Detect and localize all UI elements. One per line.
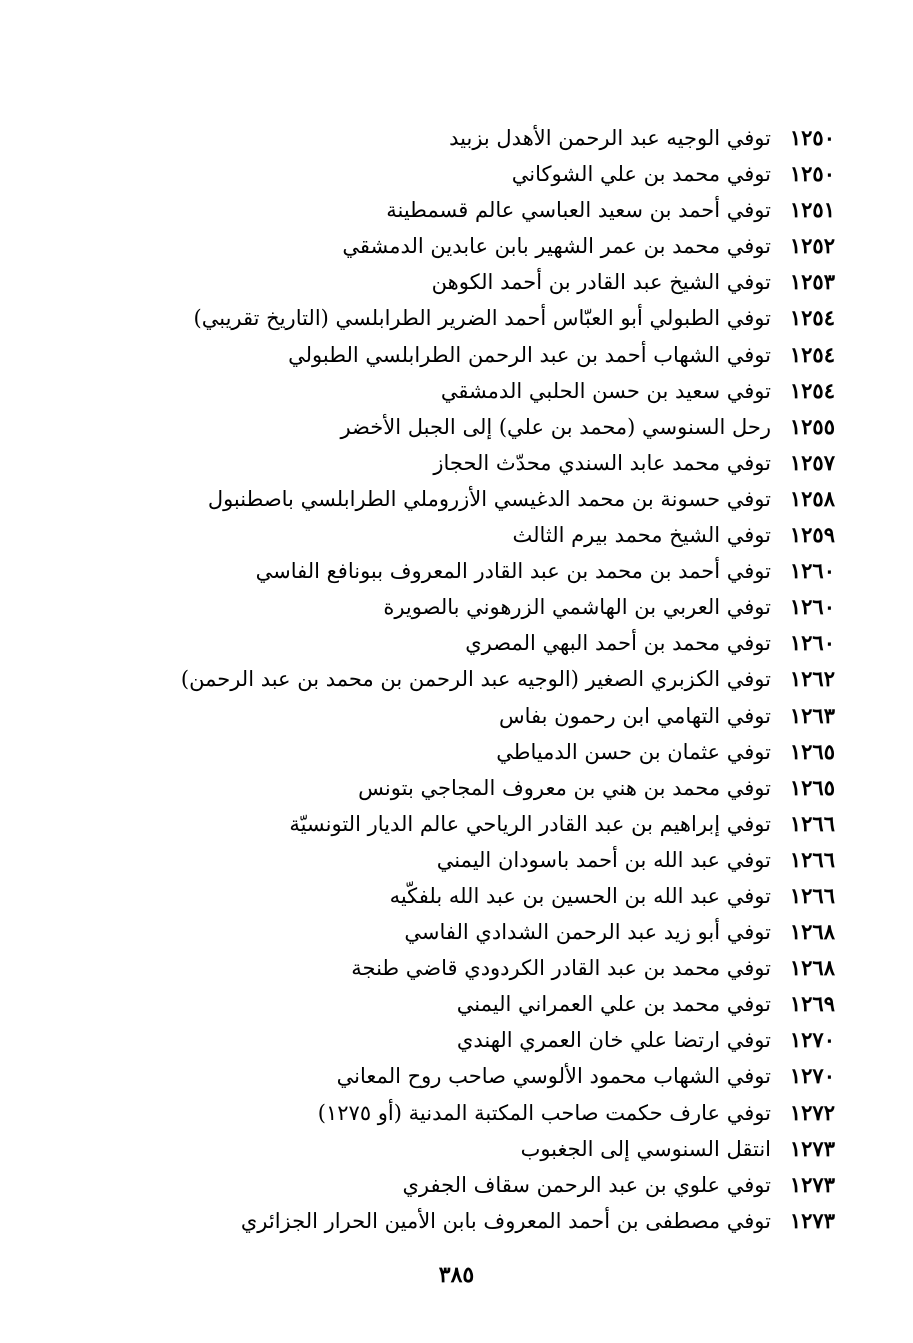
- entry-year: ١٢٥٣: [789, 269, 835, 295]
- entry-year: ١٢٦٦: [789, 882, 835, 908]
- entry-year: ١٢٦٠: [789, 594, 835, 620]
- entry-text: توفي عبد الله بن أحمد باسودان اليمني: [436, 847, 771, 872]
- list-item: [195, 409, 835, 445]
- list-item: [195, 517, 835, 553]
- entry-year: ١٢٥٤: [789, 341, 835, 367]
- list-item: [195, 950, 835, 986]
- entry-text: توفي محمد بن عمر الشهير بابن عابدين الدمشقي: [342, 234, 771, 259]
- list-item: [195, 770, 835, 806]
- entry-year: ١٢٧٢: [789, 1099, 835, 1125]
- entry-text: توفي عثمان بن حسن الدمياطي: [496, 739, 771, 764]
- entry-text: توفي الكزبري الصغير (الوجيه عبد الرحمن بن محمد بن عبد الرحمن): [180, 667, 771, 692]
- entry-text: توفي محمد بن أحمد البهي المصري: [465, 631, 771, 656]
- list-item: [195, 1131, 835, 1167]
- entry-year: ١٢٥٥: [789, 413, 835, 439]
- entry-text: توفي الوجيه عبد الرحمن الأهدل بزبيد: [449, 126, 771, 150]
- entry-text: توفي التهامي ابن رحمون بفاس: [498, 703, 771, 728]
- list-item: [195, 156, 835, 192]
- entry-year: ١٢٦٠: [789, 558, 835, 584]
- list-item: [195, 842, 835, 878]
- entry-year: ١٢٦٢: [789, 666, 835, 692]
- entry-year: ١٢٥٩: [789, 522, 835, 548]
- list-item: [195, 625, 835, 661]
- entry-text: رحل السنوسي (محمد بن علي) إلى الجبل الأخضر: [340, 414, 771, 439]
- entry-year: ١٢٧٣: [789, 1171, 835, 1197]
- entry-year: ١٢٥٧: [789, 449, 835, 475]
- entry-year: ١٢٦٥: [789, 774, 835, 800]
- entry-year: ١٢٥٠: [789, 125, 835, 150]
- entry-text: توفي الشيخ عبد القادر بن أحمد الكوهن: [431, 270, 771, 295]
- list-item: [195, 373, 835, 409]
- entry-year: ١٢٥٢: [789, 233, 835, 259]
- entry-text: انتقل السنوسي إلى الجغبوب: [520, 1136, 771, 1161]
- entry-year: ١٢٥٤: [789, 305, 835, 331]
- entry-text: توفي الشيخ محمد بيرم الثالث: [512, 523, 771, 548]
- entry-year: ١٢٦٩: [789, 991, 835, 1017]
- entry-text: توفي محمد بن عبد القادر الكردودي قاضي طنجة: [351, 956, 771, 981]
- list-item: [195, 1167, 835, 1203]
- entry-text: توفي الطبولي أبو العبّاس أحمد الضرير الطرابلسي (التاريخ تقريبي): [193, 306, 771, 331]
- entry-text: توفي الشهاب محمود الألوسي صاحب روح المعاني: [336, 1064, 771, 1089]
- entry-text: توفي سعيد بن حسن الحلبي الدمشقي: [440, 378, 771, 403]
- entry-year: ١٢٧٣: [789, 1207, 835, 1233]
- entry-text: توفي عبد الله بن الحسين بن عبد الله بلفكّيه: [389, 883, 771, 908]
- entry-text: توفي العربي بن الهاشمي الزرهوني بالصويرة: [383, 595, 771, 620]
- list-item: [195, 986, 835, 1022]
- entry-text: توفي علوي بن عبد الرحمن سقاف الجفري: [402, 1172, 771, 1197]
- entry-text: توفي أحمد بن سعيد العباسي عالم قسمطينة: [386, 198, 771, 223]
- list-item: [195, 878, 835, 914]
- entry-text: توفي ارتضا علي خان العمري الهندي: [456, 1028, 771, 1053]
- list-item: [195, 914, 835, 950]
- entry-text: توفي عارف حكمت صاحب المكتبة المدنية (أو ١٢٧٥): [317, 1100, 771, 1125]
- entry-text: توفي محمد بن علي العمراني اليمني: [456, 992, 771, 1017]
- entry-year: ١٢٦٥: [789, 738, 835, 764]
- list-item: [195, 1203, 835, 1239]
- entry-text: توفي أحمد بن محمد بن عبد القادر المعروف ببونافع الفاسي: [255, 559, 771, 584]
- list-item: [195, 481, 835, 517]
- entry-year: ١٢٥٠: [789, 161, 835, 187]
- entry-text: توفي إبراهيم بن عبد القادر الرياحي عالم الديار التونسيّة: [289, 811, 771, 836]
- entry-year: ١٢٦٦: [789, 846, 835, 872]
- entry-text: توفي مصطفى بن أحمد المعروف بابن الأمين الحرار الجزائري: [240, 1208, 771, 1233]
- list-item: [195, 734, 835, 770]
- entry-year: ١٢٦٨: [789, 955, 835, 981]
- entry-year: ١٢٧٠: [789, 1063, 835, 1089]
- entry-year: ١٢٧٣: [789, 1135, 835, 1161]
- list-item: [195, 1022, 835, 1058]
- entry-year: ١٢٦٨: [789, 919, 835, 945]
- entry-text: توفي الشهاب أحمد بن عبد الرحمن الطرابلسي الطبولي: [288, 342, 771, 367]
- entry-year: ١٢٧٠: [789, 1027, 835, 1053]
- list-item: [195, 553, 835, 589]
- list-item: [195, 698, 835, 734]
- entry-year: ١٢٦٦: [789, 810, 835, 836]
- list-item: [180, 661, 835, 697]
- entry-year: ١٢٦٠: [789, 630, 835, 656]
- list-item: [195, 228, 835, 264]
- list-item: [195, 589, 835, 625]
- list-item: [195, 337, 835, 373]
- entry-text: توفي حسونة بن محمد الدغيسي الأزروملي الطرابلسي باصطنبول: [207, 486, 771, 511]
- page-number: ٣٨٥: [438, 1262, 475, 1288]
- entry-text: توفي محمد بن هني بن معروف المجاجي بتونس: [358, 775, 771, 800]
- list-item: [195, 120, 835, 156]
- list-item: [195, 806, 835, 842]
- list-item: [195, 1058, 835, 1094]
- entry-text: توفي محمد عابد السندي محدّث الحجاز: [433, 450, 771, 475]
- chronology-list: [180, 120, 835, 1239]
- entry-year: ١٢٥٨: [789, 485, 835, 511]
- entry-year: ١٢٥١: [789, 197, 835, 223]
- list-item: [195, 192, 835, 228]
- entry-text: توفي أبو زيد عبد الرحمن الشدادي الفاسي: [404, 920, 771, 945]
- list-item: [195, 445, 835, 481]
- entry-year: ١٢٥٤: [789, 377, 835, 403]
- list-item: [195, 264, 835, 300]
- list-item: [195, 1095, 835, 1131]
- list-item: [195, 300, 835, 336]
- entry-year: ١٢٦٣: [789, 702, 835, 728]
- entry-text: توفي محمد بن علي الشوكاني: [511, 162, 771, 187]
